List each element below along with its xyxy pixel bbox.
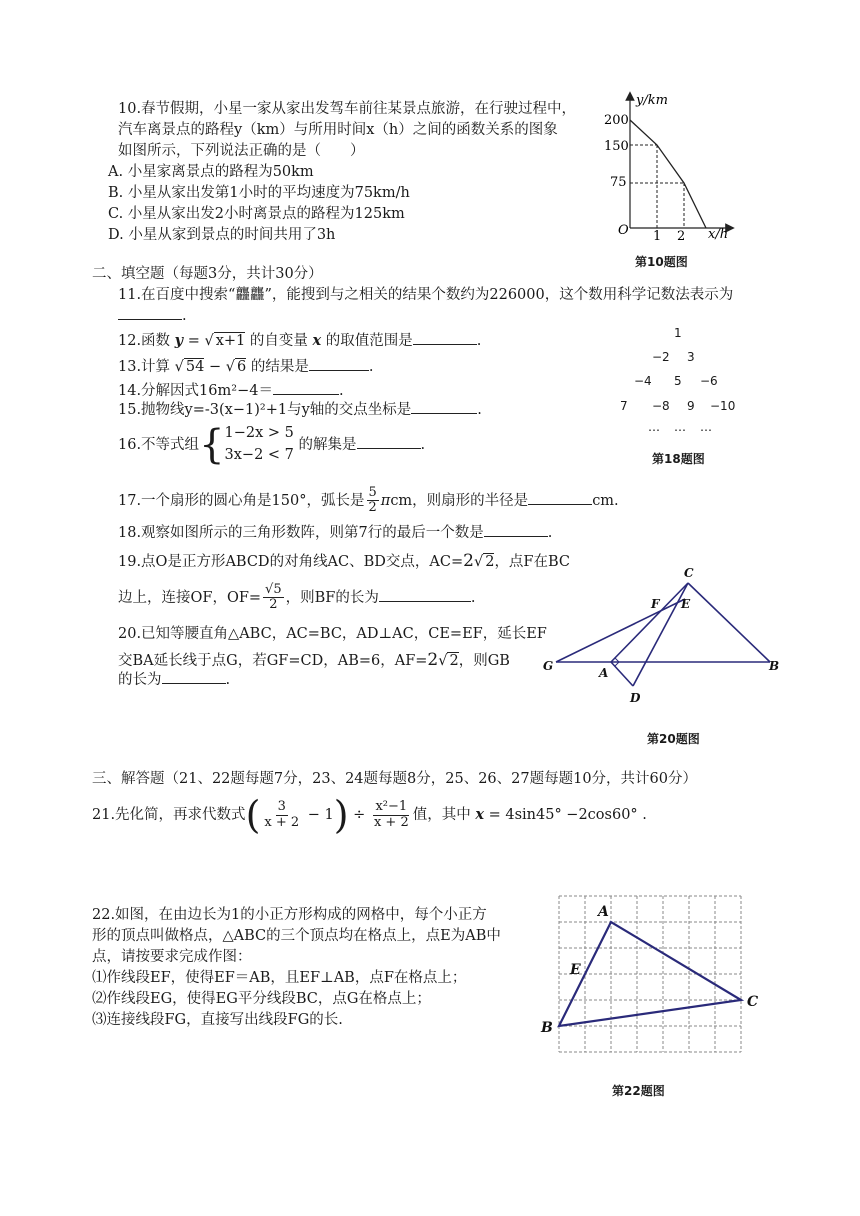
origin-label: O: [618, 223, 629, 238]
q11-line2: .: [118, 307, 187, 327]
q10-option-c: C. 小星从家出发2小时离景点的路程为125km: [108, 206, 405, 222]
label-B: B: [769, 659, 780, 673]
dashed-grid: [559, 896, 741, 1052]
q10-caption: 第10题图: [635, 255, 688, 269]
label-E: E: [681, 597, 691, 611]
q20-line2: 交BA延长线于点G，若GF=CD，AB=6，AF=2√ 2，则GB: [118, 650, 510, 670]
label-F: F: [651, 597, 660, 611]
q10-option-b: B. 小星从家出发第1小时的平均速度为75km/h: [108, 185, 410, 201]
q22-grid-figure: [535, 888, 765, 1063]
q20-line1: 20.已知等腰直角△ABC，AC=BC，AD⊥AC，CE=EF，延长EF: [118, 626, 547, 642]
q20-line3: 的长为 .: [118, 672, 231, 688]
answer-blank: [162, 671, 226, 684]
answer-blank: [118, 307, 182, 320]
segment-AC: [611, 583, 688, 662]
q12: 12.函数 y = √ x+1 的自变量 x 的取值范围是 .: [118, 332, 482, 349]
q20-caption: 第20题图: [647, 732, 700, 746]
segment-AD: [611, 662, 633, 686]
answer-blank: [484, 524, 548, 537]
q19-line1: 19.点O是正方形ABCD的对角线AC、BD交点，AC=2√ 2，点F在BC: [118, 551, 571, 571]
answer-blank: [413, 332, 477, 345]
q10-option-a: A. 小星家离景点的路程为50km: [108, 164, 314, 180]
q10-line2: 汽车离景点的路程y（km）与所用时间x（h）之间的函数关系的图象: [118, 122, 558, 138]
q13: 13.计算 √ 54 − √ 6 的结果是 .: [118, 359, 374, 375]
label-C: C: [684, 566, 694, 580]
q18: 18.观察如图所示的三角形数阵，则第7行的最后一个数是 .: [118, 525, 553, 541]
q10-option-d: D. 小星从家到景点的时间共用了3h: [108, 227, 336, 243]
q20-geometry-figure: [535, 562, 785, 712]
x-tick-2: 2: [677, 229, 686, 244]
answer-blank: [273, 382, 339, 395]
answer-blank: [309, 358, 369, 371]
q10-line1: 10.春节假期，小星一家从家出发驾车前往某景点旅游，在行驶过程中，: [118, 101, 577, 117]
q22-line1: 22.如图，在由边长为1的小正方形构成的网格中，每个小正方: [92, 907, 487, 923]
q18-caption: 第18题图: [652, 452, 705, 466]
label-B: B: [541, 1020, 553, 1036]
segment-CB: [688, 583, 770, 662]
q15: 15.抛物线y=-3(x−1)²+1与y轴的交点坐标是 .: [118, 402, 482, 418]
answer-blank: [357, 436, 421, 449]
answer-blank: [379, 589, 471, 602]
q22-line2: 形的顶点叫做格点，△ABC的三个顶点均在格点上，点E为AB中: [92, 928, 501, 944]
label-C: C: [747, 994, 759, 1010]
q22-line3: 点，请按要求完成作图：: [92, 949, 252, 965]
q11-line1: 11.在百度中搜索“龘龘”，能搜到与之相关的结果个数约为226000，这个数用科学记数法表示为: [118, 287, 734, 303]
label-E: E: [570, 962, 581, 978]
q22-caption: 第22题图: [612, 1084, 665, 1098]
y-tick-200: 200: [604, 113, 629, 128]
function-graph: [630, 120, 706, 228]
section-3-heading: 三、解答题（21、22题每题7分，23、24题每题8分，25、26、27题每题10分，共计60分）: [92, 771, 698, 787]
segment-CD: [633, 583, 688, 686]
y-tick-150: 150: [604, 139, 629, 154]
q22-item1: ⑴作线段EF，使得EF＝AB，且EF⊥AB，点F在格点上；: [92, 970, 467, 986]
q10-line3: 如图所示，下列说法正确的是（ ）: [118, 143, 365, 159]
section-2-heading: 二、填空题（每题3分，共计30分）: [92, 266, 323, 282]
answer-blank: [411, 401, 477, 414]
q16: 16.不等式组{ 1−2x > 5 3x−2 < 7 的解集是 .: [118, 421, 426, 468]
label-G: G: [543, 659, 554, 673]
q22-item2: ⑵作线段EG，使得EG平分线段BC，点G在格点上；: [92, 991, 431, 1007]
q18-number-triangle: 1 −2 3 −4 5 −6 7 −8 9 −10 … … …: [620, 326, 736, 434]
q19-line2: 边上，连接OF，OF= $\frac{√5}{2}$ ，则BF的长为 .: [118, 582, 476, 613]
label-D: D: [630, 691, 641, 705]
y-tick-75: 75: [610, 175, 627, 190]
y-axis-label: y/km: [636, 93, 668, 108]
x-axis-label: x/h: [708, 227, 729, 242]
label-A: A: [599, 666, 609, 680]
q21: 21.先化简，再求代数式( $\frac{3}{x + 2}$ − 1) ÷ $\frac{\text{x²−1}}{x + 2}$ 值，其中 x = 4sin45° −2cos60° .: [92, 793, 647, 837]
answer-blank: [528, 492, 592, 505]
label-A: A: [598, 904, 609, 920]
q14: 14.分解因式16m²−4＝ .: [118, 383, 344, 399]
q10-graph: [600, 88, 735, 248]
q22-item3: ⑶连接线段FG，直接写出线段FG的长.: [92, 1012, 343, 1028]
q17: 17.一个扇形的圆心角是150°，弧长是 $\frac{5}{2}$ πcm，则扇形的半径是 cm.: [118, 485, 619, 516]
x-tick-1: 1: [653, 229, 662, 244]
